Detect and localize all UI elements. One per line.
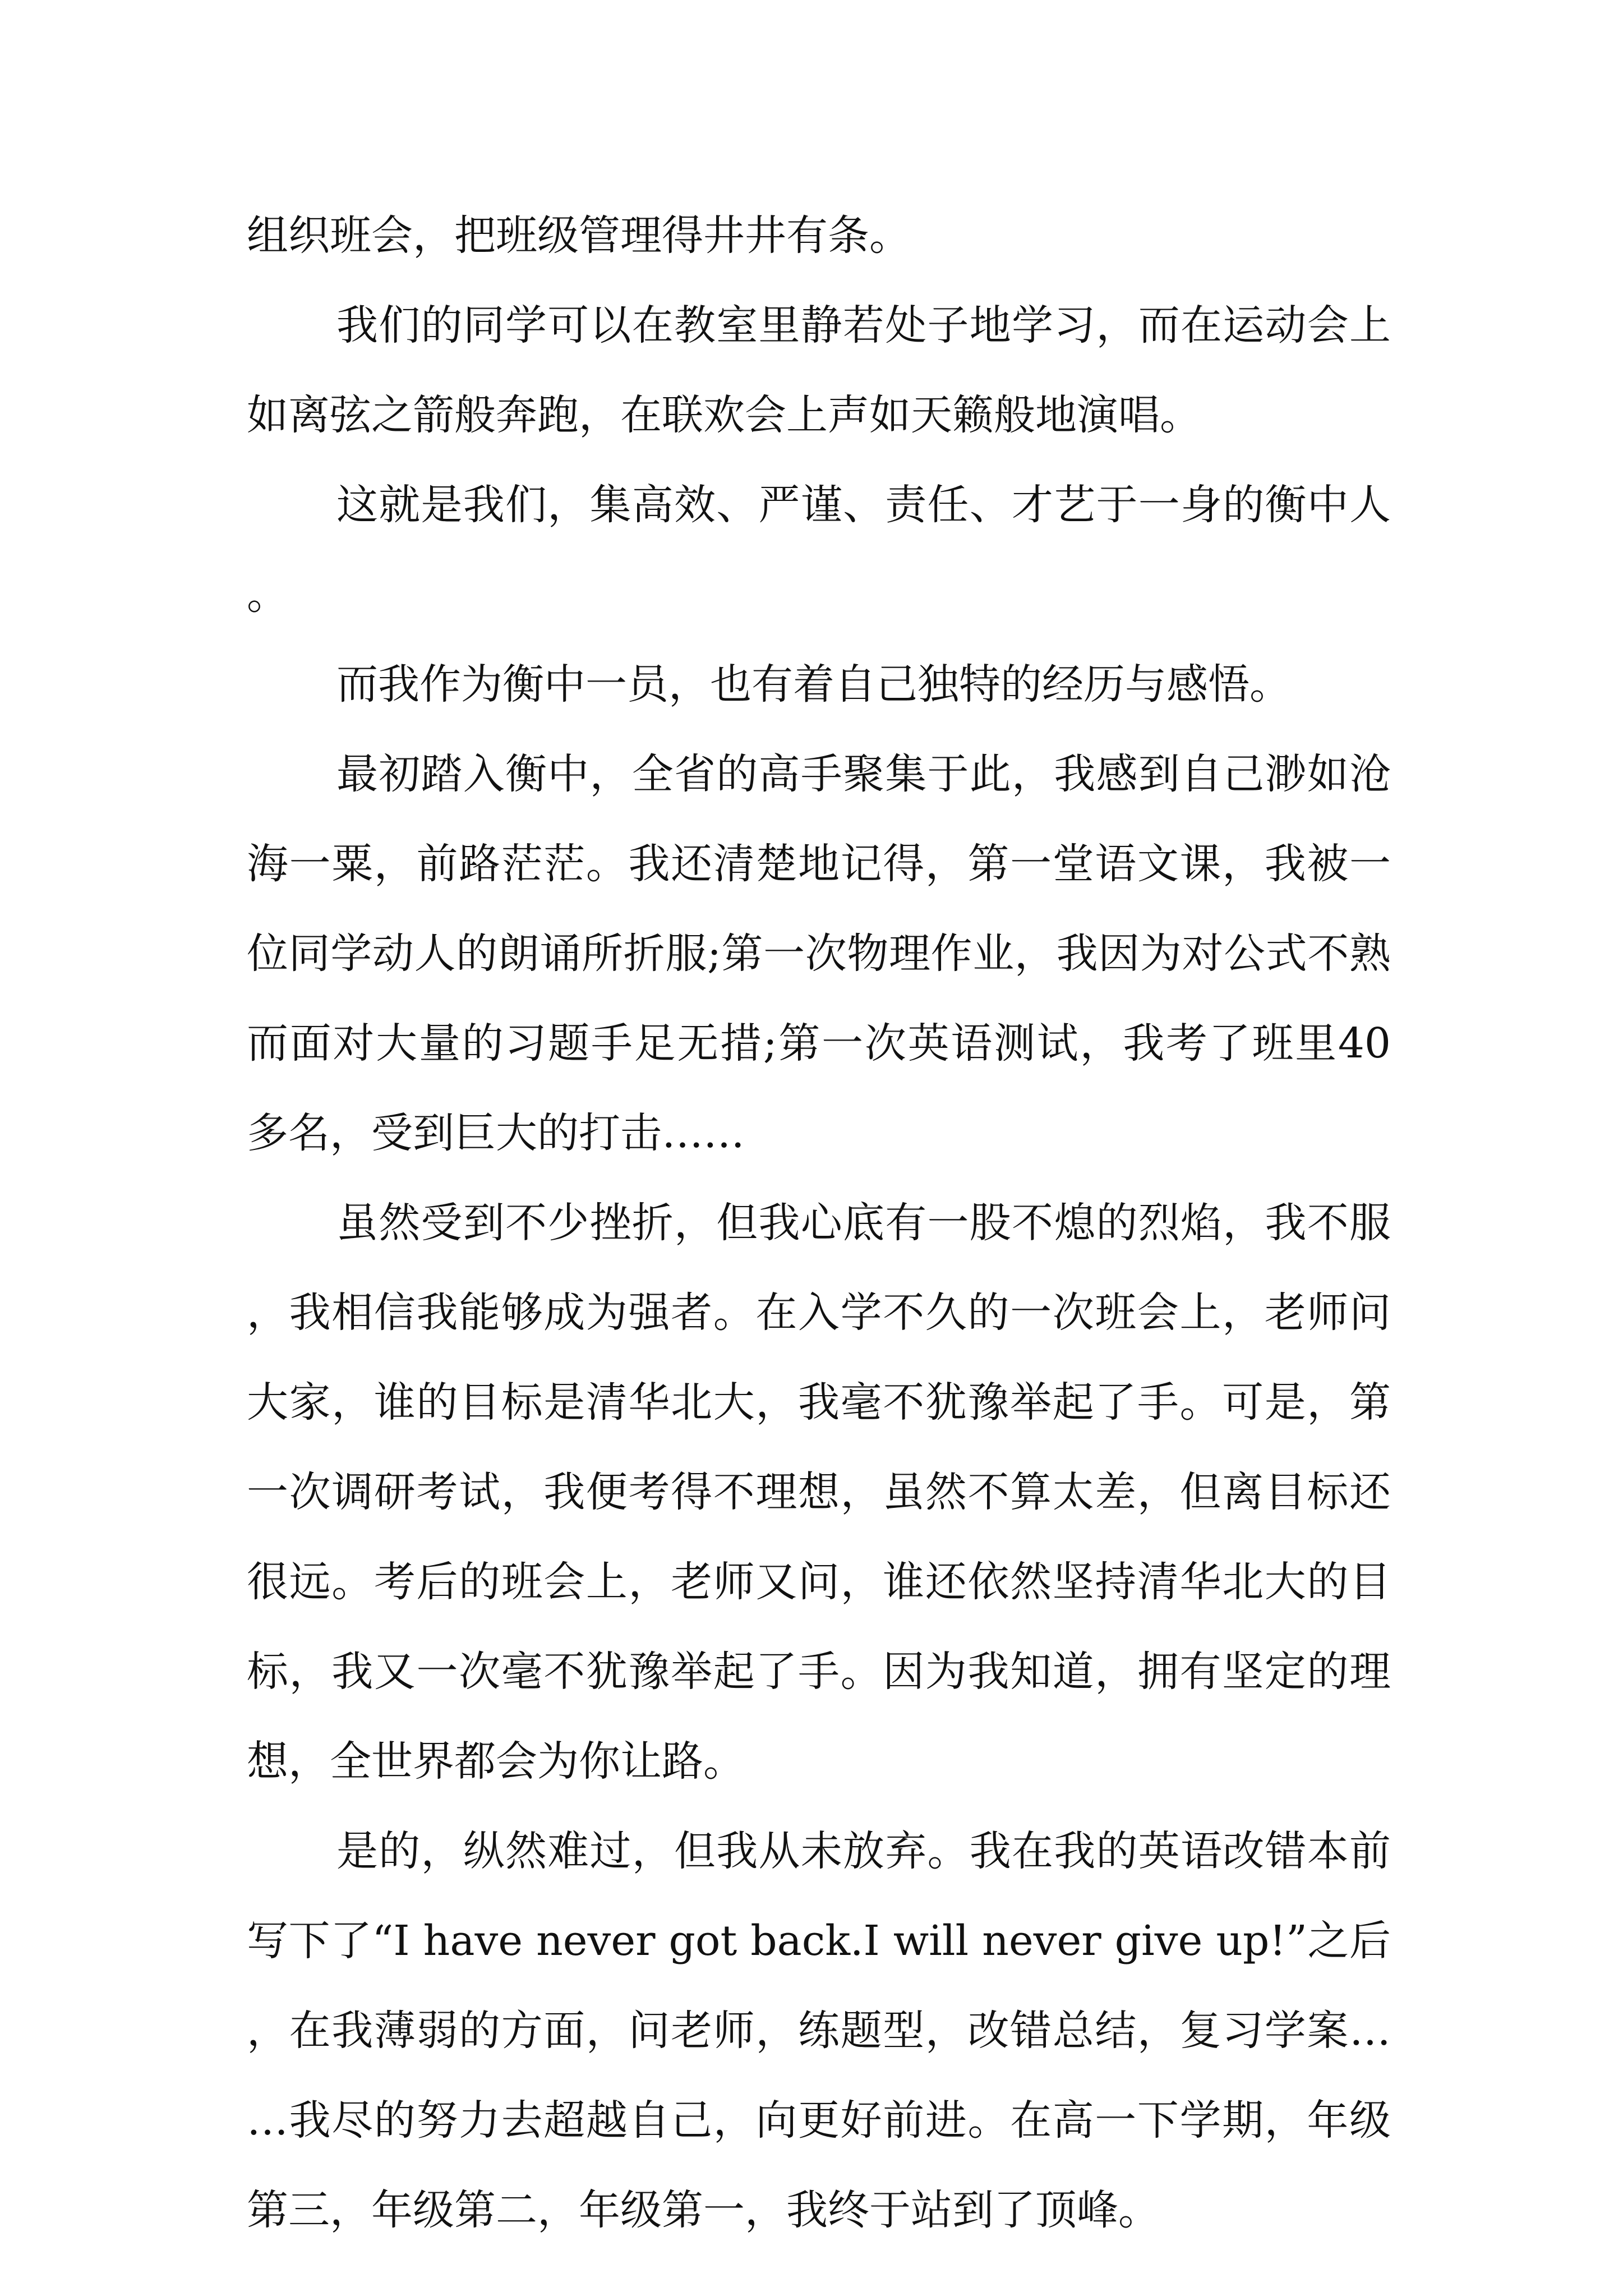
paragraph-6: 虽然受到不少挫折，但我心底有一股不熄的烈焰，我不服，我相信我能够成为强者。在入学不久的一次班会上，老师问大家，谁的目标是清华北大，我毫不犹豫举起了手。可是，第一次调研考试，我便考得不理想，虽然不算太差，但离目标还很远。考后的班会上，老师又问，谁还依然坚持清华北大的目标，我又一次毫不犹豫举起了手。因为我知道，拥有坚定的理想，全世界都会为你让路。 — [247, 1199, 1391, 1786]
paragraph-4: 而我作为衡中一员，也有着自己独特的经历与感悟。 — [336, 660, 1291, 708]
paragraph-5: 最初踏入衡中，全省的高手聚集于此，我感到自己渺如沧海一粟，前路茫茫。我还清楚地记得，第一堂语文课，我被一位同学动人的朗诵所折服;第一次物理作业，我因为对公式不熟而面对大量的习题手足无措;第一次英语测试，我考了班里40多名，受到巨大的打击…… — [247, 750, 1391, 1157]
paragraph-1: 组织班会，把班级管理得井井有条。 — [247, 211, 911, 260]
document-body — [247, 191, 1391, 2255]
paragraph-7: 是的，纵然难过，但我从未放弃。我在我的英语改错本前写下了“I have never got back.I will never give up!”之后，在我薄弱的方面，问老师，练题型，改错总结，复习学案……我尽的努力去超越自己，向更好前进。在高一下学期，年级第三，年级第二，年级第一，我终于站到了顶峰。 — [247, 1827, 1391, 2234]
paragraph-3: 这就是我们，集高效、严谨、责任、才艺于一身的衡中人。 — [247, 481, 1391, 619]
paragraph-2: 我们的同学可以在教室里静若处子地学习，而在运动会上如离弦之箭般奔跑，在联欢会上声如天籁般地演唱。 — [247, 301, 1391, 439]
